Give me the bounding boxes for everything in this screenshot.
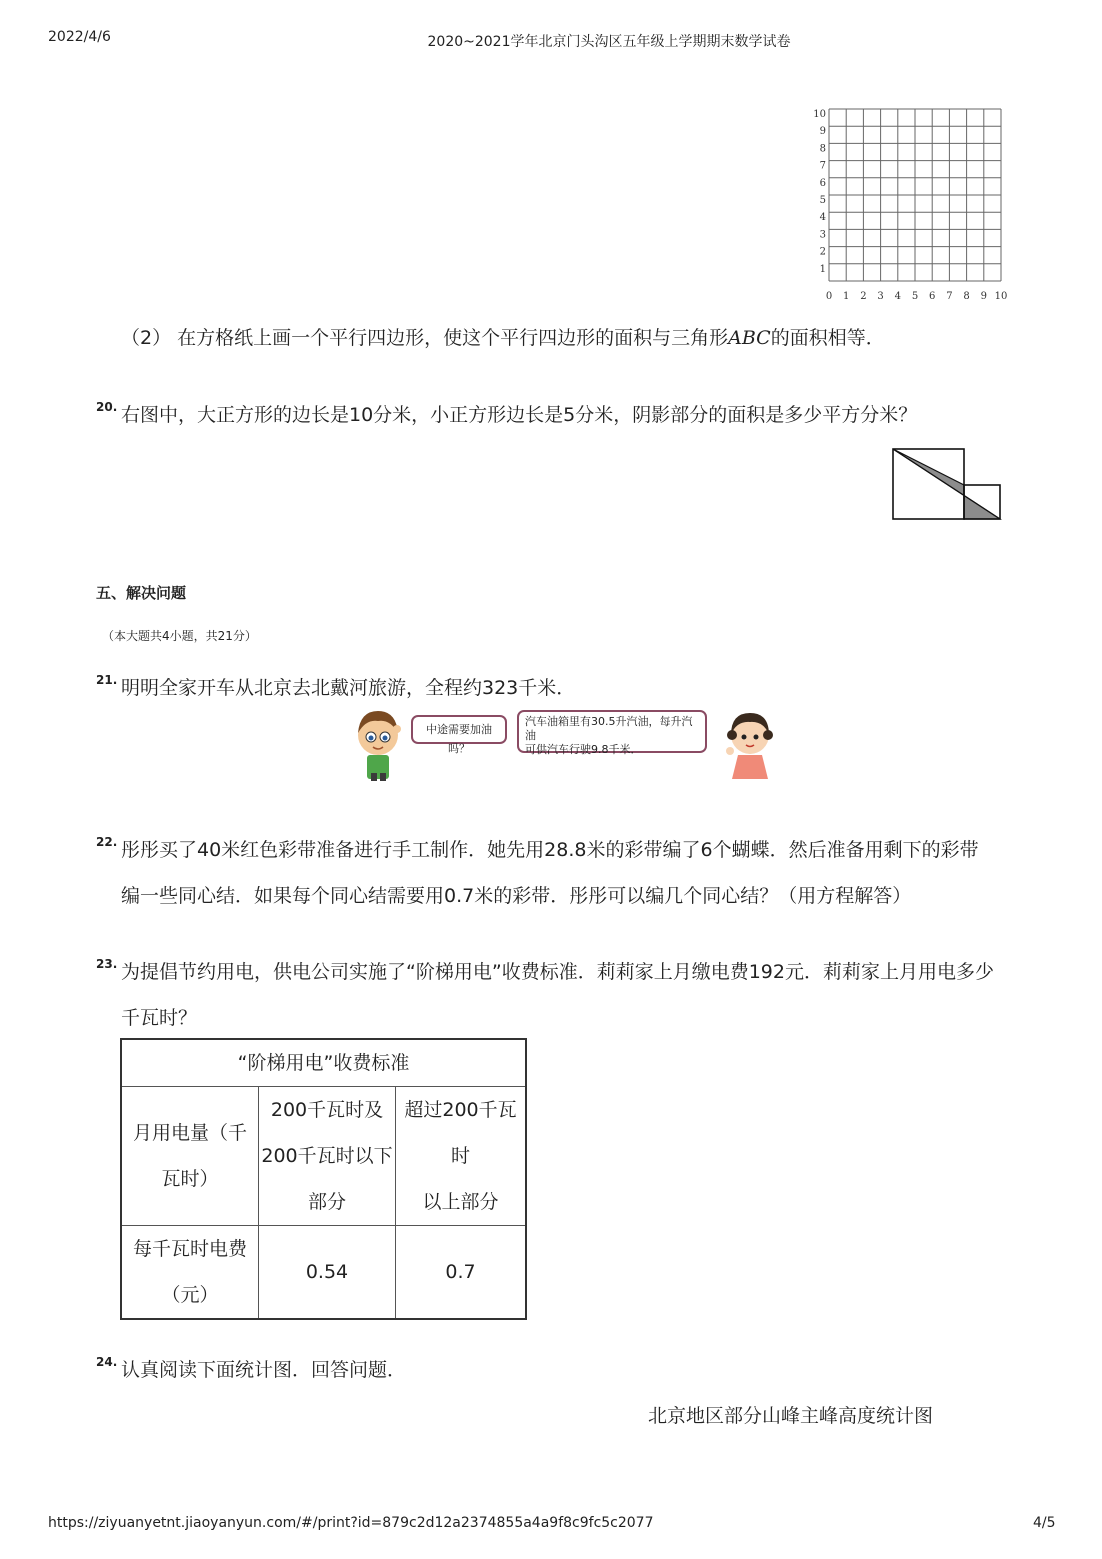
q19-part2-text-before: 在方格纸上画一个平行四边形，使这个平行四边形的面积与三角形	[171, 327, 729, 349]
header-tier1-line3: 部分	[307, 1191, 346, 1213]
header-date: 2022/4/6	[48, 29, 111, 45]
footer-url: https://ziyuanyetnt.jiaoyanyun.com/#/print?id=879c2d12a2374855a4a9f8c9fc5c2077	[48, 1515, 654, 1531]
fee-table-header-tier1	[259, 1087, 396, 1226]
grid-x-label: 3	[877, 291, 884, 302]
bubble-girl	[517, 710, 707, 756]
boy-illustration	[350, 705, 406, 781]
grid-y-label: 4	[819, 212, 826, 224]
row-price-line1: 每千瓦时电费	[132, 1238, 247, 1260]
coordinate-grid	[810, 104, 1010, 304]
q22-number: 22.	[96, 835, 118, 849]
q23-line2: 千瓦时？	[121, 1007, 198, 1029]
bubble-girl-line1: 汽车油箱里有30.5升汽油，每升汽油	[525, 715, 693, 742]
q20-text: 右图中，大正方形的边长是10分米，小正方形边长是5分米，阴影部分的面积是多少平方分米？	[121, 404, 918, 426]
header-tier1-line2: 200千瓦时以下	[261, 1145, 393, 1167]
fee-table-row-price	[121, 1226, 259, 1320]
grid-x-label: 1	[843, 291, 850, 302]
grid-y-label: 6	[819, 177, 826, 189]
q23-number: 23.	[96, 957, 118, 971]
q22-line1: 彤彤买了40米红色彩带准备进行手工制作．她先用28.8米的彩带编了6个蝴蝶．然后准备用剩下的彩带	[121, 839, 979, 861]
grid-y-label: 5	[819, 195, 826, 206]
grid-x-label: 9	[980, 291, 987, 302]
q19-part2-prefix: （2）	[121, 327, 172, 349]
header-title: 2020~2021学年北京门头沟区五年级上学期期末数学试卷	[427, 34, 791, 50]
header-tier1-line1: 200千瓦时及	[270, 1099, 384, 1121]
grid-x-label: 6	[929, 291, 936, 302]
bubble-girl-line2: 可供汽车行驶9.8千米．	[525, 743, 642, 756]
q22-line2: 编一些同心结．如果每个同心结需要用0.7米的彩带．彤彤可以编几个同心结？（用方程解答）	[121, 885, 912, 907]
q20-number: 20.	[96, 400, 118, 414]
fee-table-header-tier2	[396, 1087, 527, 1226]
grid-x-label: 0	[825, 291, 833, 302]
q19-part2	[121, 325, 885, 351]
fee-table	[120, 1038, 527, 1320]
q21-text: 明明全家开车从北京去北戴河旅游，全程约323千米．	[121, 677, 576, 699]
header-usage-line1: 月用电量（千	[132, 1122, 247, 1144]
q19-part2-text-after: 的面积相等．	[770, 327, 885, 349]
q23-line1: 为提倡节约用电，供电公司实施了“阶梯用电”收费标准．莉莉家上月缴电费192元．莉莉家上月用电多少	[121, 961, 994, 983]
grid-y-label: 9	[819, 126, 826, 138]
fee-table-price-tier2: 0.7	[396, 1226, 527, 1320]
grid-x-label: 5	[911, 291, 919, 302]
grid-y-label: 8	[819, 143, 826, 155]
section-title: 五、解决问题	[96, 584, 187, 602]
grid-y-label: 2	[819, 246, 826, 258]
header-tier2-line1: 超过200千瓦时	[404, 1099, 517, 1167]
grid-y-label: 3	[819, 229, 826, 241]
fee-table-price-tier1: 0.54	[259, 1226, 396, 1320]
diagonal-line	[893, 449, 1000, 519]
grid-x-label: 2	[860, 291, 867, 302]
grid-y-label: 10	[813, 109, 826, 120]
girl-illustration	[722, 705, 778, 781]
squares-figure	[891, 447, 1003, 523]
grid-y-label: 1	[819, 263, 826, 275]
triangle-abc-label: ABC	[728, 327, 771, 349]
q24-number: 24.	[96, 1355, 118, 1369]
q21-number: 21.	[96, 673, 118, 687]
fee-table-header-usage	[121, 1087, 259, 1226]
section-note: （本大题共4小题，共21分）	[102, 629, 257, 643]
fee-table-title: “阶梯用电”收费标准	[121, 1039, 526, 1087]
chart-title: 北京地区部分山峰主峰高度统计图	[648, 1405, 934, 1427]
grid-y-label: 7	[819, 160, 826, 172]
grid-x-label: 4	[894, 291, 901, 302]
header-usage-line2: 瓦时）	[161, 1168, 219, 1190]
footer-page: 4/5	[1033, 1515, 1056, 1531]
header-tier2-line2: 以上部分	[422, 1191, 499, 1213]
grid-x-label: 10	[994, 291, 1008, 302]
row-price-line2: （元）	[161, 1284, 219, 1306]
bubble-boy: 中途需要加油吗？	[411, 715, 507, 744]
grid-x-label: 7	[946, 291, 953, 302]
q24-text: 认真阅读下面统计图．回答问题．	[121, 1359, 407, 1381]
grid-x-label: 8	[963, 291, 970, 302]
